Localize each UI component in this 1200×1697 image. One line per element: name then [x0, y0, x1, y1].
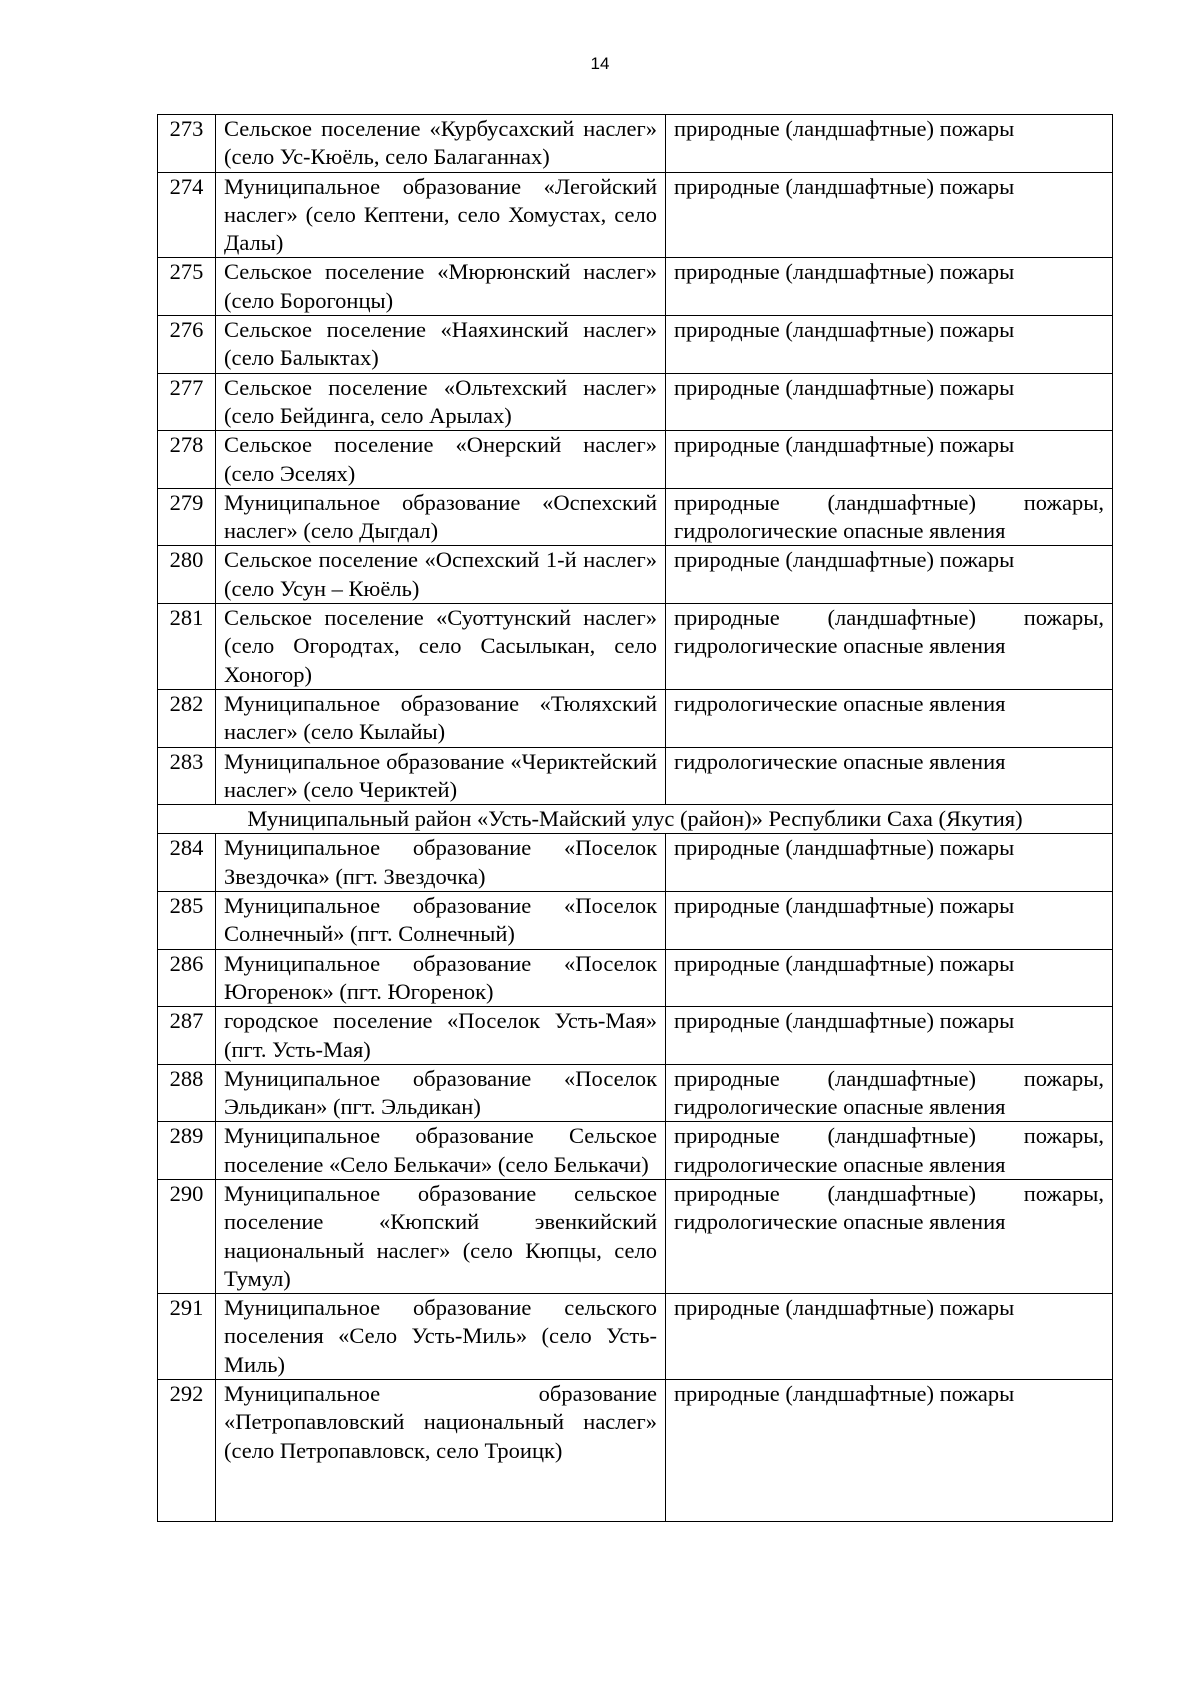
section-header-row: [158, 805, 1113, 834]
table-row: [158, 373, 1113, 431]
risk-type: природные (ландшафтные) пожары: [666, 1294, 1113, 1380]
settlement-name: Муниципальное образование сельского поселения «Село Усть-Миль» (село Усть-Миль): [216, 1294, 666, 1380]
settlement-name: Муниципальное образование «Легойский наслег» (село Кептени, село Хомустах, село Далы): [216, 172, 666, 258]
risk-type: природные (ландшафтные) пожары: [666, 1380, 1113, 1522]
risk-type: природные (ландшафтные) пожары: [666, 949, 1113, 1007]
risk-type: природные (ландшафтные) пожары, гидрологические опасные явления: [666, 488, 1113, 546]
row-number: 282: [158, 689, 216, 747]
row-number: 280: [158, 546, 216, 604]
row-number: 292: [158, 1380, 216, 1522]
settlement-name: Муниципальное образование «Поселок Югоренок» (пгт. Югоренок): [216, 949, 666, 1007]
row-number: 286: [158, 949, 216, 1007]
risk-type: природные (ландшафтные) пожары: [666, 373, 1113, 431]
row-number: 279: [158, 488, 216, 546]
risk-type: природные (ландшафтные) пожары, гидрологические опасные явления: [666, 1064, 1113, 1122]
table-row: [158, 834, 1113, 892]
settlement-name: Сельское поселение «Оспехский 1-й наслег» (село Усун – Кюёль): [216, 546, 666, 604]
table-row: [158, 689, 1113, 747]
table-row: [158, 1179, 1113, 1293]
table-body: [158, 115, 1113, 1522]
table-row: [158, 115, 1113, 173]
row-number: 275: [158, 258, 216, 316]
section-title: Муниципальный район «Усть-Майский улус (район)» Республики Саха (Якутия): [158, 805, 1113, 834]
table-row: [158, 1007, 1113, 1065]
settlement-name: Муниципальное образование «Поселок Эльдикан» (пгт. Эльдикан): [216, 1064, 666, 1122]
risk-type: природные (ландшафтные) пожары: [666, 115, 1113, 173]
row-number: 283: [158, 747, 216, 805]
risk-type: гидрологические опасные явления: [666, 689, 1113, 747]
settlement-name: Муниципальное образование Сельское поселение «Село Белькачи» (село Белькачи): [216, 1122, 666, 1180]
risk-type: природные (ландшафтные) пожары, гидрологические опасные явления: [666, 1122, 1113, 1180]
risk-type: природные (ландшафтные) пожары: [666, 316, 1113, 374]
settlements-table: [157, 114, 1113, 1522]
row-number: 274: [158, 172, 216, 258]
settlement-name: Сельское поселение «Суоттунский наслег» (село Огородтах, село Сасылыкан, село Хоногор): [216, 604, 666, 690]
row-number: 281: [158, 604, 216, 690]
table-row: [158, 1294, 1113, 1380]
table-row: [158, 431, 1113, 489]
table-row: [158, 172, 1113, 258]
row-number: 290: [158, 1179, 216, 1293]
settlement-name: городское поселение «Поселок Усть-Мая» (пгт. Усть-Мая): [216, 1007, 666, 1065]
risk-type: природные (ландшафтные) пожары: [666, 892, 1113, 950]
settlement-name: Муниципальное образование «Петропавловский национальный наслег» (село Петропавловск, село Троицк): [216, 1380, 666, 1522]
row-number: 287: [158, 1007, 216, 1065]
row-number: 276: [158, 316, 216, 374]
settlement-name: Сельское поселение «Онерский наслег» (село Эселях): [216, 431, 666, 489]
table-row: [158, 747, 1113, 805]
table-row: [158, 488, 1113, 546]
row-number: 277: [158, 373, 216, 431]
settlement-name: Муниципальное образование «Поселок Солнечный» (пгт. Солнечный): [216, 892, 666, 950]
row-number: 289: [158, 1122, 216, 1180]
settlement-name: Сельское поселение «Курбусахский наслег» (село Ус-Кюёль, село Балаганнах): [216, 115, 666, 173]
settlement-name: Сельское поселение «Мюрюнский наслег» (село Борогонцы): [216, 258, 666, 316]
risk-type: природные (ландшафтные) пожары: [666, 431, 1113, 489]
risk-type: природные (ландшафтные) пожары: [666, 1007, 1113, 1065]
row-number: 285: [158, 892, 216, 950]
risk-type: природные (ландшафтные) пожары: [666, 258, 1113, 316]
risk-type: природные (ландшафтные) пожары, гидрологические опасные явления: [666, 1179, 1113, 1293]
table-row: [158, 1122, 1113, 1180]
table-row: [158, 546, 1113, 604]
settlement-name: Сельское поселение «Наяхинский наслег» (село Балыктах): [216, 316, 666, 374]
risk-type: природные (ландшафтные) пожары: [666, 834, 1113, 892]
table-row: [158, 1380, 1113, 1522]
settlement-name: Муниципальное образование «Чериктейский наслег» (село Чериктей): [216, 747, 666, 805]
settlement-name: Муниципальное образование «Оспехский наслег» (село Дыгдал): [216, 488, 666, 546]
table-row: [158, 258, 1113, 316]
row-number: 284: [158, 834, 216, 892]
risk-type: природные (ландшафтные) пожары: [666, 172, 1113, 258]
table-row: [158, 949, 1113, 1007]
settlement-name: Муниципальное образование сельское поселение «Кюпский эвенкийский национальный наслег» (село Кюпцы, село Тумул): [216, 1179, 666, 1293]
row-number: 273: [158, 115, 216, 173]
settlement-name: Сельское поселение «Ольтехский наслег» (село Бейдинга, село Арылах): [216, 373, 666, 431]
row-number: 278: [158, 431, 216, 489]
page-number: 14: [590, 54, 610, 73]
settlement-name: Муниципальное образование «Тюляхский наслег» (село Кылайы): [216, 689, 666, 747]
risk-type: гидрологические опасные явления: [666, 747, 1113, 805]
risk-type: природные (ландшафтные) пожары: [666, 546, 1113, 604]
row-number: 291: [158, 1294, 216, 1380]
row-number: 288: [158, 1064, 216, 1122]
settlement-name: Муниципальное образование «Поселок Звездочка» (пгт. Звездочка): [216, 834, 666, 892]
risk-type: природные (ландшафтные) пожары, гидрологические опасные явления: [666, 604, 1113, 690]
table-row: [158, 892, 1113, 950]
table-row: [158, 1064, 1113, 1122]
table-row: [158, 316, 1113, 374]
table-row: [158, 604, 1113, 690]
